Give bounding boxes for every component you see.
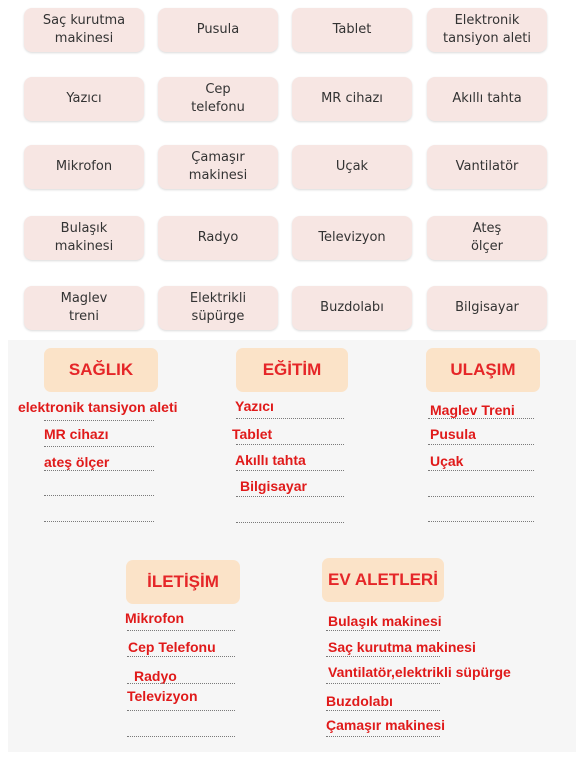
answer-line [428,444,534,445]
iletisim-entry: Televizyon [127,688,198,704]
answer-line [326,736,440,737]
answer-line [428,418,534,419]
category-iletisim-label: İLETİŞİM [126,560,240,604]
answer-line [127,710,235,711]
iletisim-entry: Radyo [134,668,177,684]
egitim-entry: Tablet [232,426,273,442]
device-cards-area [0,0,588,340]
device-card: Elektrikli süpürge [158,286,278,330]
device-card: Bilgisayar [427,286,547,330]
answer-line [236,470,344,471]
answer-line [127,656,235,657]
answer-line [127,736,235,737]
ev-aletleri-entry: Vantilatör,elektrikli süpürge [328,664,511,680]
ulasim-entry: Pusula [430,426,476,442]
device-card: Buzdolabı [292,286,412,330]
answer-line [326,710,440,711]
device-card: Bulaşık makinesi [24,216,144,260]
device-card: Çamaşır makinesi [158,145,278,189]
iletisim-entry: Cep Telefonu [128,639,216,655]
category-ulasim-label: ULAŞIM [426,348,540,392]
answer-line [44,446,154,447]
answer-line [428,521,534,522]
device-card: Televizyon [292,216,412,260]
saglik-entry: MR cihazı [44,426,109,442]
device-card: Tablet [292,8,412,52]
device-card: Radyo [158,216,278,260]
ev-aletleri-entry: Buzdolabı [326,693,393,709]
ev-aletleri-entry: Çamaşır makinesi [326,717,446,733]
category-egitim-label: EĞİTİM [236,348,348,392]
device-card: Pusula [158,8,278,52]
ulasim-entry: Maglev Treni [430,402,515,418]
device-card: Mikrofon [24,145,144,189]
answer-line [44,420,154,421]
saglik-entry: elektronik tansiyon aleti [18,399,178,415]
answer-line [127,630,235,631]
answer-line [326,630,440,631]
device-card: Uçak [292,145,412,189]
ulasim-entry: Uçak [430,453,464,469]
device-card: Ateş ölçer [427,216,547,260]
device-card: Elektronik tansiyon aleti [427,8,547,52]
device-card: Akıllı tahta [427,77,547,121]
iletisim-entry: Mikrofon [125,610,185,626]
answer-line [44,470,154,471]
egitim-entry: Bilgisayar [240,478,307,494]
category-ev-aletleri-label: EV ALETLERİ [322,558,444,602]
answer-line [326,683,440,684]
answer-line [428,470,534,471]
answer-line [236,418,344,419]
ev-aletleri-entry: Bulaşık makinesi [328,613,442,629]
answer-line [428,496,534,497]
answer-line [44,521,154,522]
ev-aletleri-entry: Saç kurutma makinesi [328,639,476,655]
device-card: Vantilatör [427,145,547,189]
device-card: MR cihazı [292,77,412,121]
device-card: Maglev treni [24,286,144,330]
answer-line [236,522,344,523]
answer-line [236,444,344,445]
saglik-entry: ateş ölçer [44,454,110,470]
answer-line [44,495,154,496]
answer-line [326,656,440,657]
device-card: Cep telefonu [158,77,278,121]
category-saglik-label: SAĞLIK [44,348,158,392]
egitim-entry: Akıllı tahta [235,452,306,468]
answer-line [127,683,235,684]
answer-line [236,496,344,497]
device-card: Saç kurutma makinesi [24,8,144,52]
device-card: Yazıcı [24,77,144,121]
egitim-entry: Yazıcı [235,398,274,414]
